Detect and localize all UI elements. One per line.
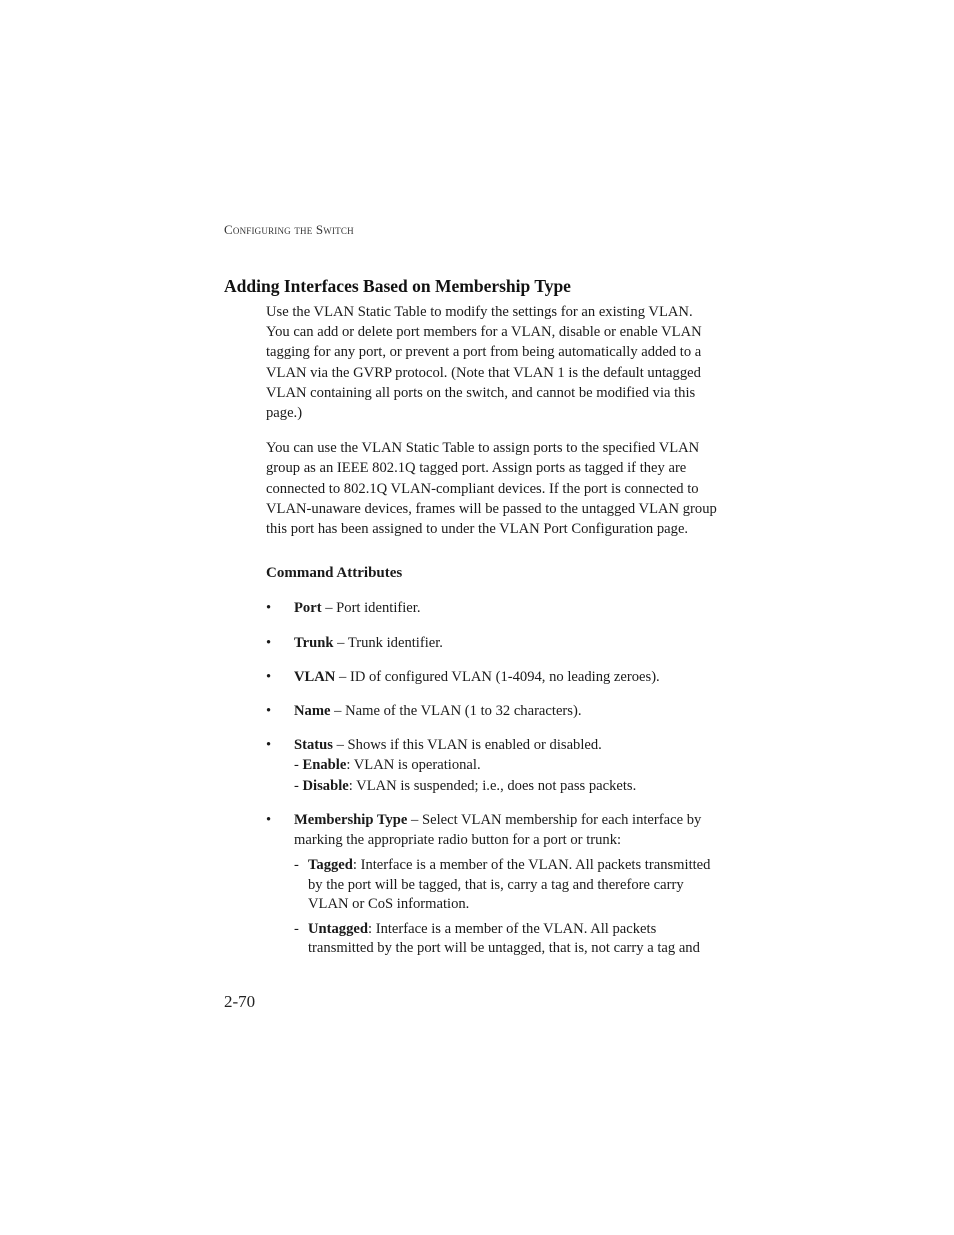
running-head: Configuring the Switch: [224, 222, 354, 237]
enable-desc: : VLAN is operational.: [346, 757, 481, 774]
bullet: •: [266, 600, 272, 617]
bullet: •: [266, 668, 272, 685]
attribute-desc: – Name of the VLAN (1 to 32 characters).: [330, 703, 582, 720]
attribute-item-name: [266, 701, 718, 721]
tagging-paragraph: You can use the VLAN Static Table to assign ports to the specified VLAN group as an IEEE 802.1Q tagged port. Assign ports as tagged if they are connected to 802.1Q VLAN-compliant devices. If the port is connected to VLAN-unaware devices, frames will be passed to the untagged VLAN group this port has been assigned to under the VLAN Port Configuration page.: [266, 440, 717, 538]
enable-prefix: -: [294, 757, 303, 774]
attribute-term: VLAN: [294, 668, 336, 685]
body-content: [266, 302, 718, 973]
attribute-term: Trunk: [294, 634, 334, 651]
attribute-item-port: [266, 598, 718, 618]
attribute-item-status: [266, 735, 718, 796]
bullet: •: [266, 811, 272, 828]
page-number: 2-70: [224, 992, 256, 1011]
attribute-list: [266, 598, 718, 958]
membership-sublist: [294, 856, 718, 959]
status-disable-line: [294, 776, 718, 796]
attribute-item-membership-type: [266, 810, 718, 959]
enable-term: Enable: [302, 757, 347, 774]
membership-tagged-item: [294, 856, 718, 915]
attribute-term: Status: [294, 737, 333, 754]
attribute-desc: – Port identifier.: [321, 600, 421, 617]
intro-paragraph: Use the VLAN Static Table to modify the settings for an existing VLAN. You can add or delete port members for a VLAN, disable or enable VLAN tagging for any port, or prevent a port from being automatically added to a VLAN via the GVRP protocol. (Note that VLAN 1 is the default untagged VLAN containing all ports on the switch, and cannot be modified via this page.): [266, 304, 702, 422]
dash: -: [294, 857, 299, 874]
tagged-desc: : Interface is a member of the VLAN. All packets transmitted by the port will be tagged, that is, carry a tag and therefore carry VLAN or CoS information.: [308, 857, 711, 913]
attribute-desc: – ID of configured VLAN (1-4094, no leading zeroes).: [335, 668, 660, 685]
membership-untagged-item: [294, 920, 718, 959]
tagged-term: Tagged: [308, 857, 353, 874]
bullet: •: [266, 634, 272, 651]
command-attributes-heading: Command Attributes: [266, 565, 403, 582]
attribute-item-trunk: [266, 633, 718, 653]
attribute-desc: – Shows if this VLAN is enabled or disabled.: [332, 737, 602, 754]
attribute-desc: – Trunk identifier.: [333, 634, 443, 651]
disable-desc: : VLAN is suspended; i.e., does not pass packets.: [348, 777, 637, 794]
disable-prefix: -: [294, 777, 303, 794]
dash: -: [294, 920, 299, 937]
attribute-term: Name: [294, 703, 331, 720]
attribute-desc: – Select VLAN membership for each interface by marking the appropriate radio button for a port or trunk:: [294, 811, 702, 849]
attribute-term: Port: [294, 600, 322, 617]
untagged-term: Untagged: [308, 920, 368, 937]
status-enable-line: [294, 755, 718, 775]
bullet: •: [266, 703, 272, 720]
section-title: Adding Interfaces Based on Membership Type: [224, 276, 571, 296]
bullet: •: [266, 737, 272, 754]
attribute-item-vlan: [266, 667, 718, 687]
attribute-term: Membership Type: [294, 811, 408, 828]
untagged-desc: : Interface is a member of the VLAN. All packets transmitted by the port will be untagged, that is, not carry a tag and: [308, 920, 700, 957]
disable-term: Disable: [302, 777, 349, 794]
